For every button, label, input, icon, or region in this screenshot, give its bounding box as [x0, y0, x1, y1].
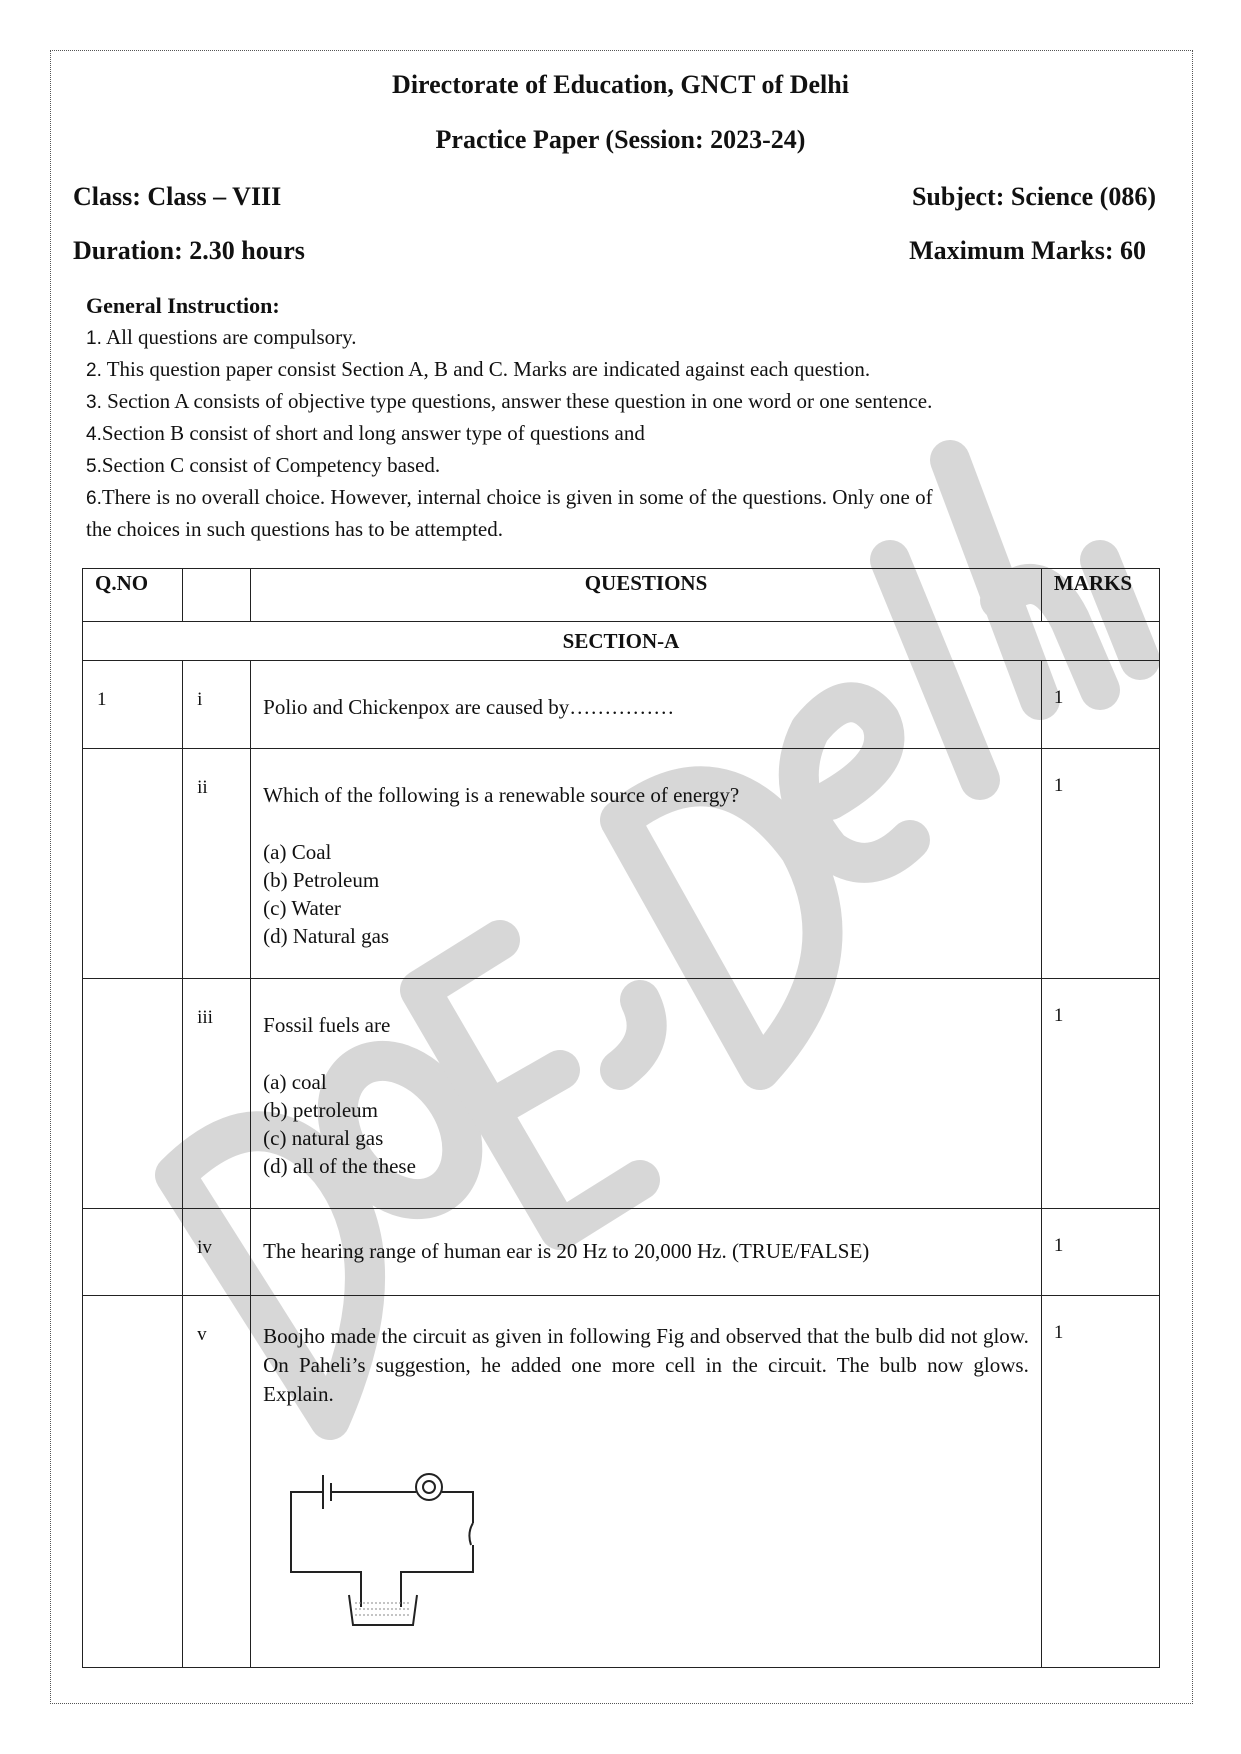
- marks-cell: 1: [1041, 749, 1159, 979]
- sub-cell: v: [183, 1296, 251, 1668]
- qno-cell: [83, 1296, 183, 1668]
- section-row: [83, 622, 1160, 661]
- option-d: (d) all of the these: [263, 1154, 416, 1178]
- question-text: Fossil fuels are: [263, 1013, 391, 1037]
- instruction-item: 2. This question paper consist Section A, B and C. Marks are indicated against each question.: [86, 357, 871, 381]
- question-cell: [251, 1209, 1042, 1296]
- paper-title: Practice Paper (Session: 2023-24): [435, 125, 806, 154]
- qno-cell: 1: [83, 661, 183, 749]
- section-label: SECTION-A: [83, 622, 1160, 661]
- max-marks-label: Maximum Marks: 60: [909, 236, 1146, 265]
- org-title: Directorate of Education, GNCT of Delhi: [392, 70, 849, 99]
- class-label: Class: Class – VIII: [73, 182, 282, 211]
- qno-cell: [83, 1209, 183, 1296]
- option-a: (a) Coal: [263, 840, 332, 864]
- question-text: Polio and Chickenpox are caused by……………: [263, 695, 675, 719]
- qno-cell: [83, 749, 183, 979]
- header-marks: MARKS: [1041, 569, 1159, 622]
- question-cell: [251, 1296, 1042, 1668]
- table-row: [83, 1296, 1160, 1668]
- instructions-title: General Instruction:: [86, 293, 280, 318]
- option-d: (d) Natural gas: [263, 924, 390, 948]
- question-text: The hearing range of human ear is 20 Hz to 20,000 Hz. (TRUE/FALSE): [263, 1239, 870, 1263]
- instruction-item: 4.Section B consist of short and long answer type of questions and: [86, 421, 645, 445]
- table-row: [83, 1209, 1160, 1296]
- question-text: Boojho made the circuit as given in following Fig and observed that the bulb did not glow. On Paheli’s suggestion, he added one more cell in the circuit. The bulb now glows. Explain.: [263, 1324, 1029, 1406]
- table-row: [83, 661, 1160, 749]
- circuit-diagram: [281, 1427, 521, 1627]
- question-table: [82, 568, 1160, 1668]
- option-b: (b) Petroleum: [263, 868, 380, 892]
- option-c: (c) Water: [263, 896, 341, 920]
- header-questions: QUESTIONS: [251, 569, 1042, 622]
- instruction-item: 3. Section A consists of objective type questions, answer these question in one word or one sentence.: [86, 389, 933, 413]
- table-row: [83, 749, 1160, 979]
- instruction-item: 6.There is no overall choice. However, internal choice is given in some of the questions. Only one of: [86, 485, 933, 509]
- instructions-list: [86, 322, 1146, 545]
- option-b: (b) petroleum: [263, 1098, 379, 1122]
- sub-cell: iii: [183, 979, 251, 1209]
- table-header-row: [83, 569, 1160, 622]
- duration-label: Duration: 2.30 hours: [73, 236, 305, 265]
- marks-cell: 1: [1041, 979, 1159, 1209]
- subject-label: Subject: Science (086): [911, 182, 1156, 211]
- sub-cell: i: [183, 661, 251, 749]
- question-cell: [251, 661, 1042, 749]
- question-cell: [251, 749, 1042, 979]
- qno-cell: [83, 979, 183, 1209]
- sub-cell: ii: [183, 749, 251, 979]
- table-row: [83, 979, 1160, 1209]
- sub-cell: iv: [183, 1209, 251, 1296]
- instruction-item: 5.Section C consist of Competency based.: [86, 453, 441, 477]
- header-sub: [183, 569, 251, 622]
- instruction-continuation: the choices in such questions has to be attempted.: [86, 517, 503, 541]
- marks-cell: 1: [1041, 661, 1159, 749]
- header-qno: Q.NO: [83, 569, 183, 622]
- marks-cell: 1: [1041, 1296, 1159, 1668]
- instruction-item: 1. All questions are compulsory.: [86, 325, 357, 349]
- option-c: (c) natural gas: [263, 1126, 384, 1150]
- question-text: Which of the following is a renewable source of energy?: [263, 783, 740, 807]
- marks-cell: 1: [1041, 1209, 1159, 1296]
- question-cell: [251, 979, 1042, 1209]
- option-a: (a) coal: [263, 1070, 327, 1094]
